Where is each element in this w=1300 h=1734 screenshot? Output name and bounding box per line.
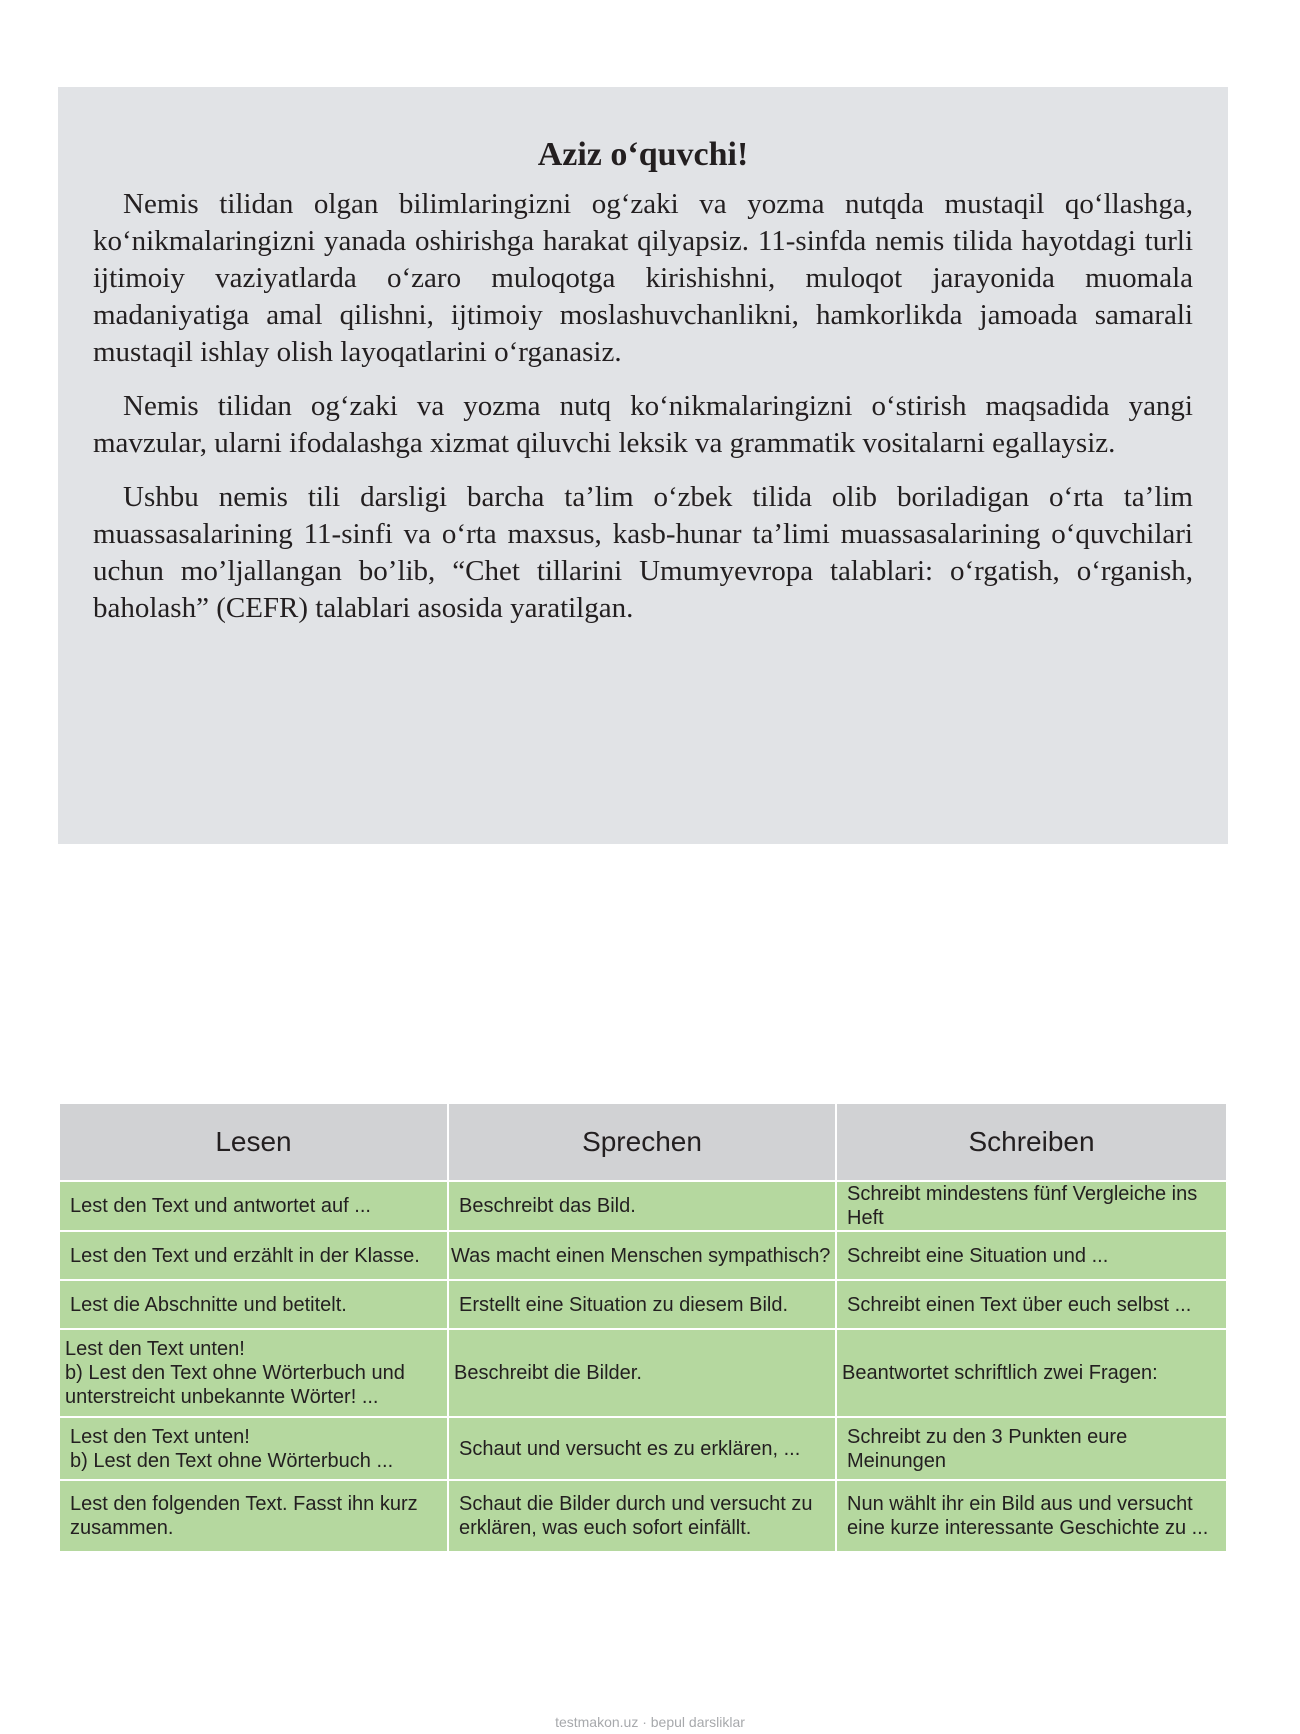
table-row [60, 1280, 1226, 1329]
table-cell: Schaut die Bilder durch und versucht zu erklären, was euch sofort einfällt. [448, 1480, 836, 1551]
table-row [60, 1480, 1226, 1551]
table-cell: Schreibt einen Text über euch selbst ... [836, 1280, 1226, 1329]
table-cell: Beschreibt das Bild. [448, 1181, 836, 1231]
table-row [60, 1329, 1226, 1417]
table-cell: Lest den Text unten! b) Lest den Text ohne Wörterbuch und unterstreicht unbekannte Wörter! ... [60, 1329, 448, 1417]
table-cell: Was macht einen Menschen sympathisch? [448, 1231, 836, 1280]
table-cell: Nun wählt ihr ein Bild aus und versucht eine kurze interessante Geschichte zu ... [836, 1480, 1226, 1551]
table-row [60, 1231, 1226, 1280]
footer-text: testmakon.uz · bepul darsliklar [555, 1714, 745, 1730]
skills-table [60, 1104, 1226, 1551]
intro-title: Aziz o‘quvchi! [537, 136, 749, 173]
table-cell: Lest den Text und antwortet auf ... [60, 1181, 448, 1231]
table-cell: Schreibt eine Situation und ... [836, 1231, 1226, 1280]
table-cell: Lest die Abschnitte und betitelt. [60, 1280, 448, 1329]
table-cell: Lest den Text und erzählt in der Klasse. [60, 1231, 448, 1280]
table-cell: Schreibt zu den 3 Punkten eure Meinungen [836, 1417, 1226, 1480]
table-cell: Lest den Text unten! b) Lest den Text ohne Wörterbuch ... [60, 1417, 448, 1480]
header-sprechen: Sprechen [448, 1104, 836, 1181]
table-cell: Beantwortet schriftlich zwei Fragen: [836, 1329, 1226, 1417]
table-header-row [60, 1104, 1226, 1181]
table-row [60, 1181, 1226, 1231]
table-cell: Schaut und versucht es zu erklären, ... [448, 1417, 836, 1480]
header-lesen: Lesen [60, 1104, 448, 1181]
table-cell: Erstellt eine Situation zu diesem Bild. [448, 1280, 836, 1329]
intro-box [58, 87, 1228, 844]
header-schreiben: Schreiben [836, 1104, 1226, 1181]
table-cell: Beschreibt die Bilder. [448, 1329, 836, 1417]
intro-paragraph-3: Ushbu nemis tili darsligi barcha ta’lim o‘zbek tilida olib boriladigan o‘rta ta’lim muassasalarining 11-sinfi va o‘rta maxsus, kasb-hunar ta’limi muassasalarining o‘quvchilari uchun mo’ljallangan bo’lib, “Chet tillarini Umumyevropa talablari: o‘rgatish, o‘rganish, baholash” (CEFR) talablari asosida yaratilgan. [93, 480, 1193, 624]
table-cell: Schreibt mindestens fünf Vergleiche ins Heft [836, 1181, 1226, 1231]
table-row [60, 1417, 1226, 1480]
intro-paragraph-1: Nemis tilidan olgan bilimlaringizni og‘zaki va yozma nutqda mustaqil qo‘llashga, ko‘nikmalaringizni yanada oshirishga harakat qilyapsiz. 11-sinfda nemis tilida hayotdagi turli ijtimoiy vaziyatlarda o‘zaro muloqotga kirishishni, muloqot jarayonida muomala madaniyatiga amal qilishni, ijtimoiy moslashuvchanlikni, hamkorlikda jamoada samarali mustaqil ishlay olish layoqatlarini o‘rganasiz. [93, 187, 1193, 368]
table-cell: Lest den folgenden Text. Fasst ihn kurz zusammen. [60, 1480, 448, 1551]
intro-paragraph-2: Nemis tilidan og‘zaki va yozma nutq ko‘nikmalaringizni o‘stirish maqsadida yangi mavzular, ularni ifodalashga xizmat qiluvchi leksik va grammatik vositalarni egallaysiz. [93, 389, 1193, 459]
